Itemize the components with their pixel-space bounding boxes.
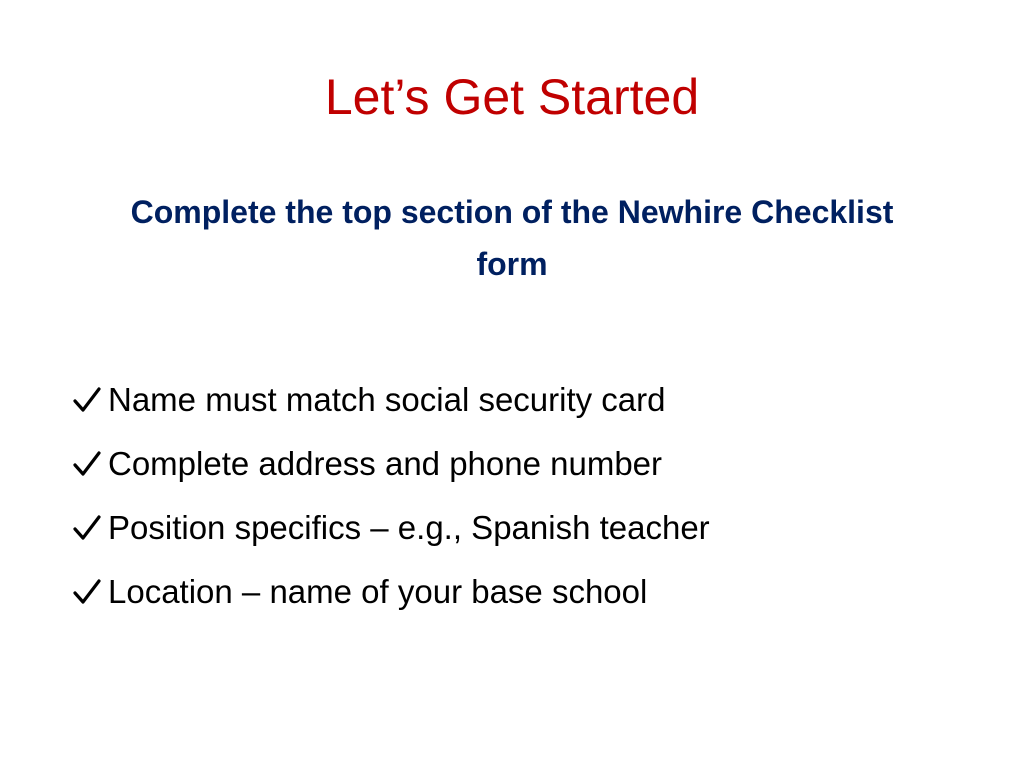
slide-subtitle: Complete the top section of the Newhire Checklist form bbox=[130, 194, 894, 282]
check-icon bbox=[72, 385, 102, 415]
list-item-text: Location – name of your base school bbox=[108, 573, 648, 610]
check-icon bbox=[72, 449, 102, 479]
checklist bbox=[72, 368, 972, 624]
list-item bbox=[72, 560, 972, 624]
slide-title: Let’s Get Started bbox=[324, 69, 700, 125]
list-item bbox=[72, 496, 972, 560]
check-icon bbox=[72, 513, 102, 543]
list-item-text: Position specifics – e.g., Spanish teacher bbox=[108, 509, 710, 546]
list-item bbox=[72, 432, 972, 496]
check-icon bbox=[72, 577, 102, 607]
list-item bbox=[72, 368, 972, 432]
list-item-text: Complete address and phone number bbox=[108, 445, 663, 482]
list-item-text: Name must match social security card bbox=[108, 381, 666, 418]
